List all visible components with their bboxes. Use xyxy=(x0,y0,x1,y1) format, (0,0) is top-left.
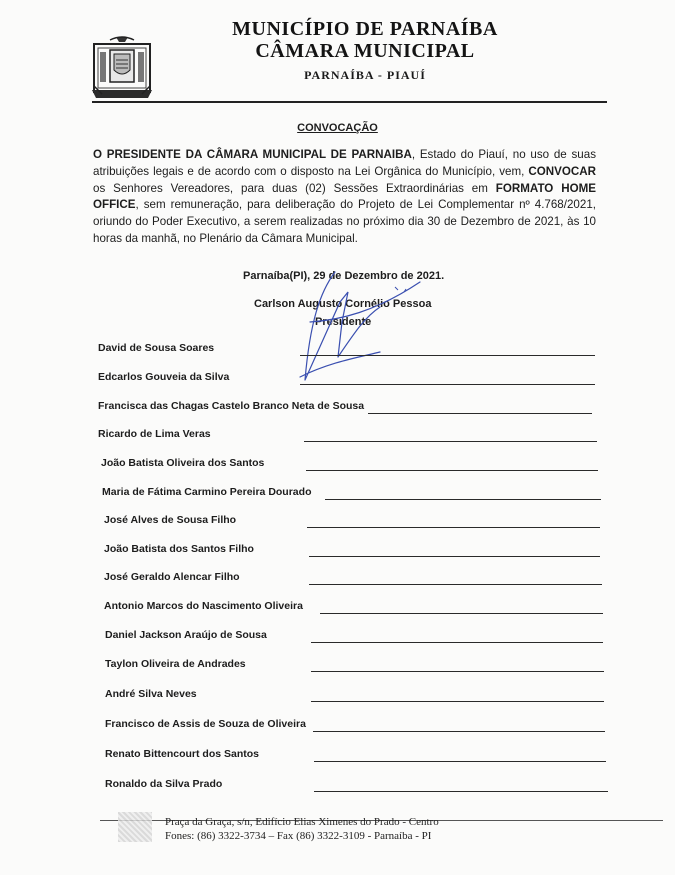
paragraph-text-1: , Estado do Piauí, no uso de suas atribuições legais e de acordo com o disposto na Lei Orgânica do Município, vem, xyxy=(93,148,596,178)
signature-line xyxy=(311,671,604,672)
signature-line xyxy=(300,384,595,385)
signature-line xyxy=(314,761,606,762)
footer-address xyxy=(165,815,439,843)
councillor-name: Renato Bittencourt dos Santos xyxy=(105,748,260,760)
signature-line xyxy=(311,701,604,702)
document-heading: CONVOCAÇÃO xyxy=(297,122,378,134)
councillor-row xyxy=(105,625,603,645)
councillor-name: David de Sousa Soares xyxy=(98,342,215,354)
signature-line xyxy=(306,470,598,471)
format-home-office: FORMATO HOME OFFICE xyxy=(93,181,596,212)
signature-line xyxy=(304,441,597,442)
councillor-row xyxy=(105,774,608,794)
councillor-row xyxy=(104,567,602,587)
councillor-row xyxy=(98,424,597,444)
councillor-row xyxy=(105,654,604,674)
councillor-row xyxy=(98,396,592,416)
councillor-name: José Geraldo Alencar Filho xyxy=(104,571,240,583)
place-and-date: Parnaíba(PI), 29 de Dezembro de 2021. xyxy=(243,270,445,282)
location-line: PARNAÍBA - PIAUÍ xyxy=(304,68,426,82)
signature-line xyxy=(309,556,600,557)
councillor-name: José Alves de Sousa Filho xyxy=(104,514,237,526)
councillor-row xyxy=(105,744,606,764)
councillor-row xyxy=(101,453,598,473)
councillor-row xyxy=(104,539,600,559)
paragraph-text-3: , sem remuneração, para deliberação do Projeto de Lei Complementar nº 4.768/2021, oriundo do Poder Executivo, a serem realizadas no próximo dia 30 de Dezembro de 2021, às 10 horas da manhã, no Plenário da Câmara Municipal. xyxy=(93,198,596,245)
councillor-row xyxy=(98,367,595,387)
president-intro: O PRESIDENTE DA CÂMARA MUNICIPAL DE PARNAIBA xyxy=(93,148,412,161)
signature-line xyxy=(314,791,608,792)
councillor-name: Ronaldo da Silva Prado xyxy=(105,778,223,790)
councillor-name: Francisca das Chagas Castelo Branco Neta de Sousa xyxy=(98,400,365,412)
councillor-name: Taylon Oliveira de Andrades xyxy=(105,658,246,670)
councillor-name: Ricardo de Lima Veras xyxy=(98,428,211,440)
signer-role: Presidente xyxy=(315,316,372,328)
signature-line xyxy=(325,499,601,500)
signature-line xyxy=(300,355,595,356)
footer-address-line: Praça da Graça, s/n, Edifício Elias Ximenes do Prado - Centro xyxy=(165,816,439,828)
signer-name: Carlson Augusto Cornélio Pessoa xyxy=(254,298,432,310)
signature-line xyxy=(320,613,603,614)
councillor-row xyxy=(98,338,595,358)
councillor-row xyxy=(105,684,604,704)
signature-line xyxy=(313,731,605,732)
councillor-name: Antonio Marcos do Nascimento Oliveira xyxy=(104,600,303,612)
councillor-row xyxy=(104,596,603,616)
footer-phone-line: Fones: (86) 3322-3734 – Fax (86) 3322-3109 - Parnaíba - PI xyxy=(165,830,432,842)
councillor-name: Daniel Jackson Araújo de Sousa xyxy=(105,629,267,641)
councillor-row xyxy=(102,482,601,502)
councillor-row xyxy=(105,714,605,734)
councillor-name: Francisco de Assis de Souza de Oliveira xyxy=(105,718,306,730)
convocar-word: CONVOCAR xyxy=(528,164,596,178)
signature-line xyxy=(311,642,603,643)
councillor-row xyxy=(104,510,600,530)
councillor-name: André Silva Neves xyxy=(105,688,197,700)
councillor-name: João Batista Oliveira dos Santos xyxy=(101,457,265,469)
paragraph-text-2: os Senhores Vereadores, para duas (02) Sessões Extraordinárias em xyxy=(93,181,496,195)
councillor-name: João Batista dos Santos Filho xyxy=(104,543,254,555)
signature-line xyxy=(368,413,592,414)
councillor-name: Edcarlos Gouveia da Silva xyxy=(98,371,230,383)
footer-stamp-mark xyxy=(118,812,152,842)
signature-line xyxy=(309,584,602,585)
councillor-name: Maria de Fátima Carmino Pereira Dourado xyxy=(102,486,312,498)
municipality-title: MUNICÍPIO DE PARNAÍBA xyxy=(232,18,498,40)
chamber-title: CÂMARA MUNICIPAL xyxy=(255,40,475,62)
signature-line xyxy=(307,527,600,528)
